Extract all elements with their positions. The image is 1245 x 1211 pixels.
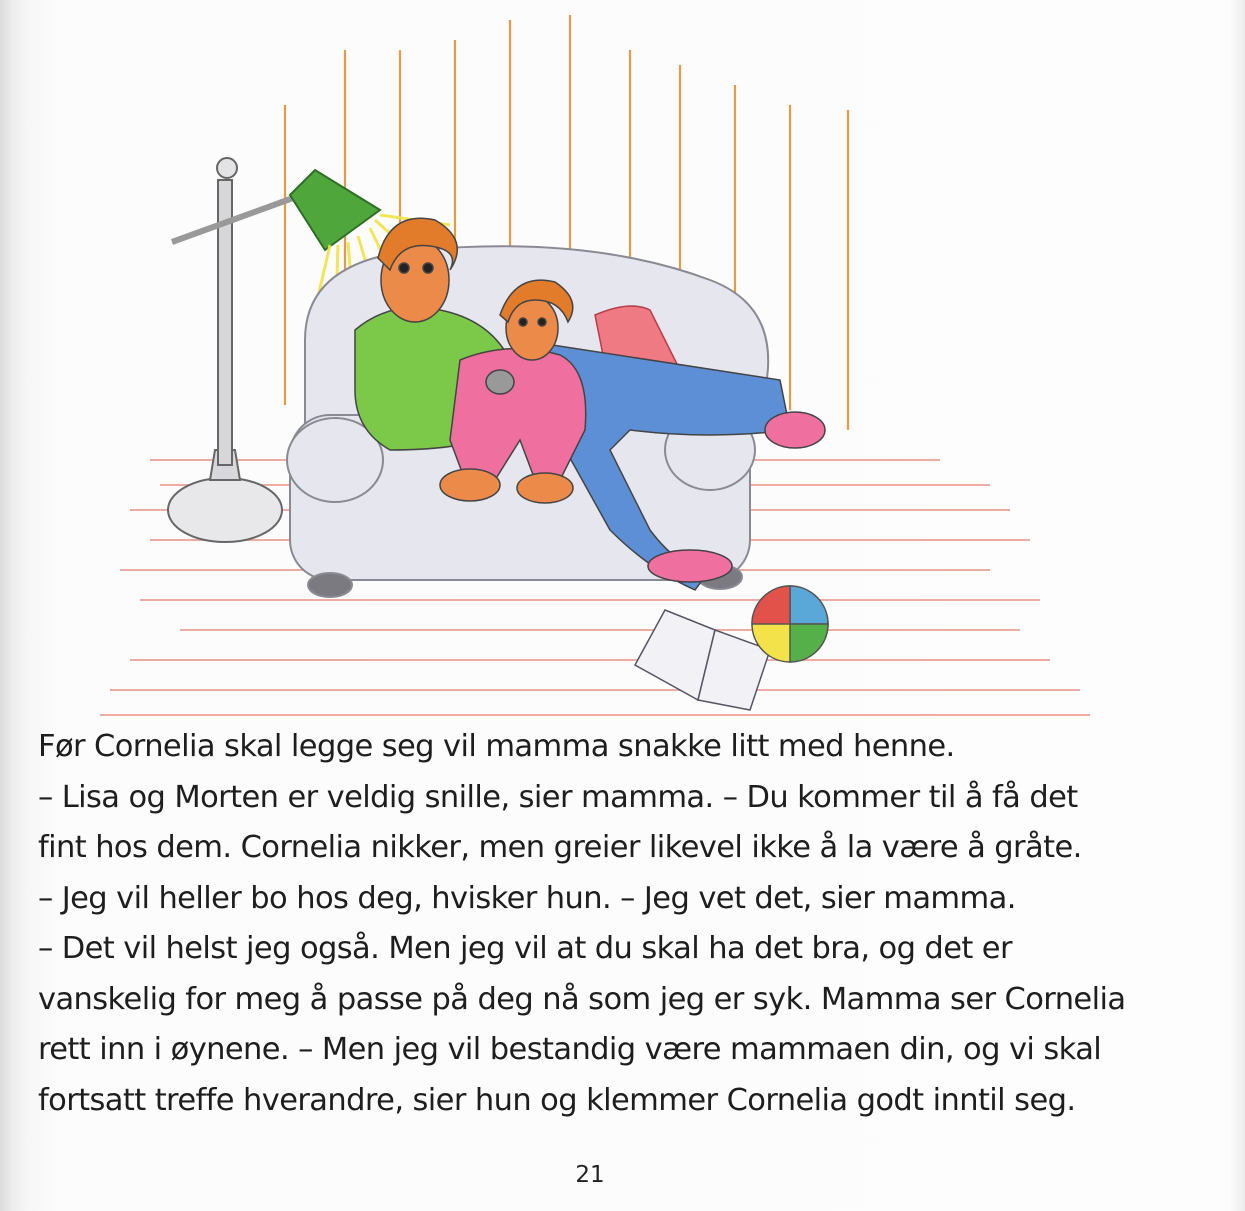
text-line-8: fortsatt treffe hverandre, sier hun og klemmer Cornelia godt inntil seg. [38,1082,1076,1118]
page-edge-shadow [1231,0,1245,1211]
text-line-1: Før Cornelia skal legge seg vil mamma snakke litt med henne. [38,729,955,764]
text-line-7: rett inn i øynene. – Men jeg vil bestandig være mammaen din, og vi skal [38,1032,1102,1067]
lamp-shade [290,170,380,250]
text-line-4: – Jeg vil heller bo hos deg, hvisker hun. – Jeg vet det, sier mamma. [38,880,1016,916]
beach-ball [752,586,828,662]
text-line-5: – Det vil helst jeg også. Men jeg vil at du skal ha det bra, og det er [38,931,1012,966]
text-line-6: vanskelig for meg å passe på deg nå som jeg er syk. Mamma ser Cornelia [38,981,1126,1017]
text-line-3: fint hos dem. Cornelia nikker, men greier likevel ikke å la være å gråte. [38,830,1082,865]
illustration [90,10,1100,722]
text-line-2: – Lisa og Morten er veldig snille, sier mamma. – Du kommer til å få det [38,779,1078,815]
page-number: 21 [575,1162,605,1188]
open-book [635,610,770,710]
story-text [38,722,1218,1126]
